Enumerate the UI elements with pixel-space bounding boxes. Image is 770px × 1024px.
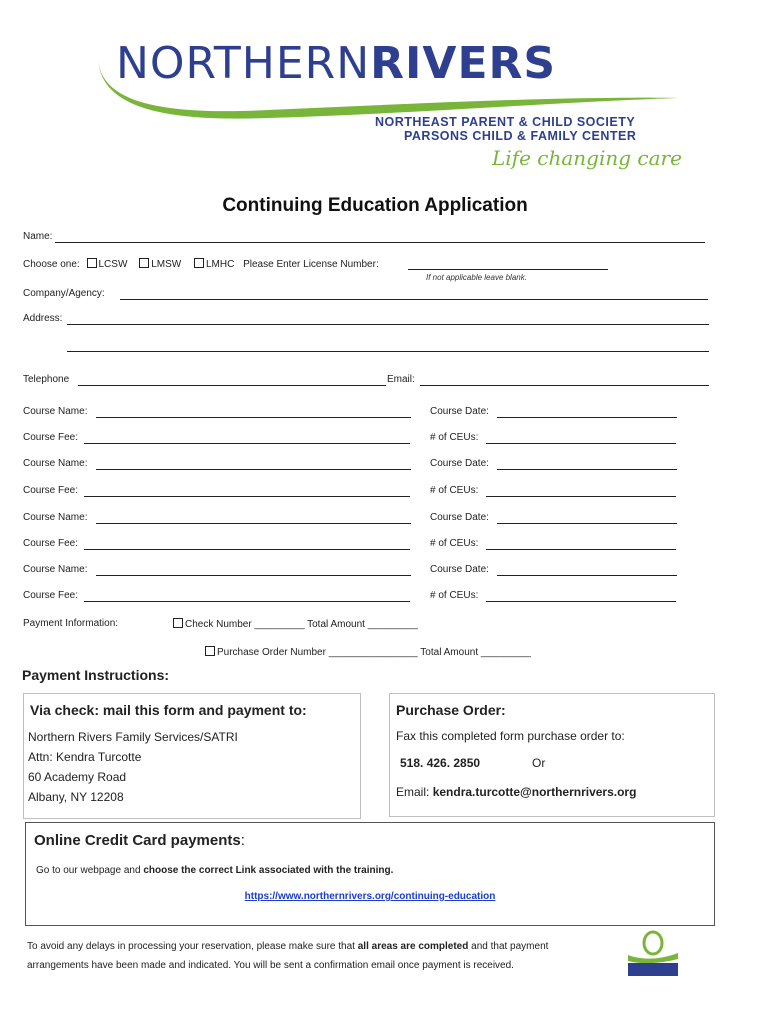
po-or: Or xyxy=(532,756,546,770)
footer-logo-icon xyxy=(626,929,680,979)
course-fee-label: Course Fee: xyxy=(23,485,79,496)
po-fax-text: Fax this completed form purchase order to: xyxy=(396,729,625,743)
address-field-2[interactable] xyxy=(67,351,709,352)
course-fee-field[interactable] xyxy=(84,549,410,550)
ceus-label: # of CEUs: xyxy=(430,485,479,496)
logo-bold: RIVERS xyxy=(370,38,557,89)
payment-instructions-heading: Payment Instructions: xyxy=(22,667,170,683)
checkbox-icon[interactable] xyxy=(173,618,183,628)
po-email-link[interactable]: kendra.turcotte@northernrivers.org xyxy=(432,785,637,799)
course-date-label: Course Date: xyxy=(430,512,489,523)
option-lcsw[interactable]: LCSW xyxy=(87,259,128,270)
ceus-label: # of CEUs: xyxy=(430,590,479,601)
course-fee-label: Course Fee: xyxy=(23,432,79,443)
course-fee-field[interactable] xyxy=(84,496,410,497)
telephone-field[interactable] xyxy=(78,385,386,386)
choose-one-label: Choose one: xyxy=(23,259,80,270)
course-date-label: Course Date: xyxy=(430,458,489,469)
logo-sub-1: NORTHEAST PARENT & CHILD SOCIETY xyxy=(375,115,636,129)
check-address: Northern Rivers Family Services/SATRI Attn: Kendra Turcotte 60 Academy Road Albany, NY 12208 xyxy=(28,730,238,804)
course-date-field[interactable] xyxy=(497,523,677,524)
po-option[interactable]: Purchase Order Number ________________ Total Amount _________ xyxy=(205,646,531,658)
name-field[interactable] xyxy=(55,242,705,243)
course-name-field[interactable] xyxy=(96,575,411,576)
footer-note: To avoid any delays in processing your reservation, please make sure that all areas are completed and that payment arrangements have been made and indicated. You will be sent a confirmation email once payment is received. xyxy=(27,941,549,971)
po-fax-number: 518. 426. 2850 xyxy=(400,756,481,770)
ceus-field[interactable] xyxy=(486,496,676,497)
checkbox-icon[interactable] xyxy=(139,258,149,268)
logo-light: NORTHERN xyxy=(116,38,371,89)
online-link[interactable]: https://www.northernrivers.org/continuing-education xyxy=(244,891,496,902)
course-name-label: Course Name: xyxy=(23,406,88,417)
checkbox-icon[interactable] xyxy=(194,258,204,268)
course-fee-field[interactable] xyxy=(84,443,410,444)
check-box xyxy=(23,693,361,819)
course-fee-label: Course Fee: xyxy=(23,538,79,549)
ceus-label: # of CEUs: xyxy=(430,432,479,443)
payment-info-label: Payment Information: xyxy=(23,618,119,629)
company-label: Company/Agency: xyxy=(23,288,105,299)
checkbox-icon[interactable] xyxy=(87,258,97,268)
ceus-label: # of CEUs: xyxy=(430,538,479,549)
name-label: Name: xyxy=(23,231,53,242)
course-fee-field[interactable] xyxy=(84,601,410,602)
logo-sub-2: PARSONS CHILD & FAMILY CENTER xyxy=(404,129,637,143)
online-text: Go to our webpage and choose the correct Link associated with the training. xyxy=(36,865,394,876)
course-name-label: Course Name: xyxy=(23,458,88,469)
license-field[interactable] xyxy=(408,269,608,270)
course-name-field[interactable] xyxy=(96,523,411,524)
course-date-field[interactable] xyxy=(497,417,677,418)
license-note: If not applicable leave blank. xyxy=(426,273,527,282)
course-date-field[interactable] xyxy=(497,469,677,470)
checkbox-icon[interactable] xyxy=(205,646,215,656)
po-email-row: Email: kendra.turcotte@northernrivers.org xyxy=(396,785,637,799)
choose-one-row xyxy=(23,258,379,270)
po-box xyxy=(389,693,715,817)
course-name-label: Course Name: xyxy=(23,512,88,523)
course-name-field[interactable] xyxy=(96,417,411,418)
page-title: Continuing Education Application xyxy=(222,195,528,216)
course-name-field[interactable] xyxy=(96,469,411,470)
option-lmsw[interactable]: LMSW xyxy=(139,259,181,270)
option-lmhc[interactable]: LMHC xyxy=(194,259,234,270)
course-date-field[interactable] xyxy=(497,575,677,576)
check-option[interactable]: Check Number _________ Total Amount _________ xyxy=(173,618,418,630)
email-field[interactable] xyxy=(420,385,709,386)
online-heading: Online Credit Card payments: xyxy=(34,832,245,849)
course-fee-label: Course Fee: xyxy=(23,590,79,601)
ceus-field[interactable] xyxy=(486,601,676,602)
check-heading: Via check: mail this form and payment to: xyxy=(30,702,307,718)
company-field[interactable] xyxy=(120,299,708,300)
license-label: Please Enter License Number: xyxy=(243,259,379,270)
telephone-label: Telephone xyxy=(23,374,70,385)
course-date-label: Course Date: xyxy=(430,406,489,417)
ceus-field[interactable] xyxy=(486,549,676,550)
online-box xyxy=(25,822,715,926)
course-date-label: Course Date: xyxy=(430,564,489,575)
address-field[interactable] xyxy=(67,324,709,325)
address-label: Address: xyxy=(23,313,63,324)
email-label: Email: xyxy=(387,374,415,385)
po-heading: Purchase Order: xyxy=(396,702,506,718)
course-name-label: Course Name: xyxy=(23,564,88,575)
ceus-field[interactable] xyxy=(486,443,676,444)
logo-tagline: Life changing care xyxy=(492,146,682,170)
